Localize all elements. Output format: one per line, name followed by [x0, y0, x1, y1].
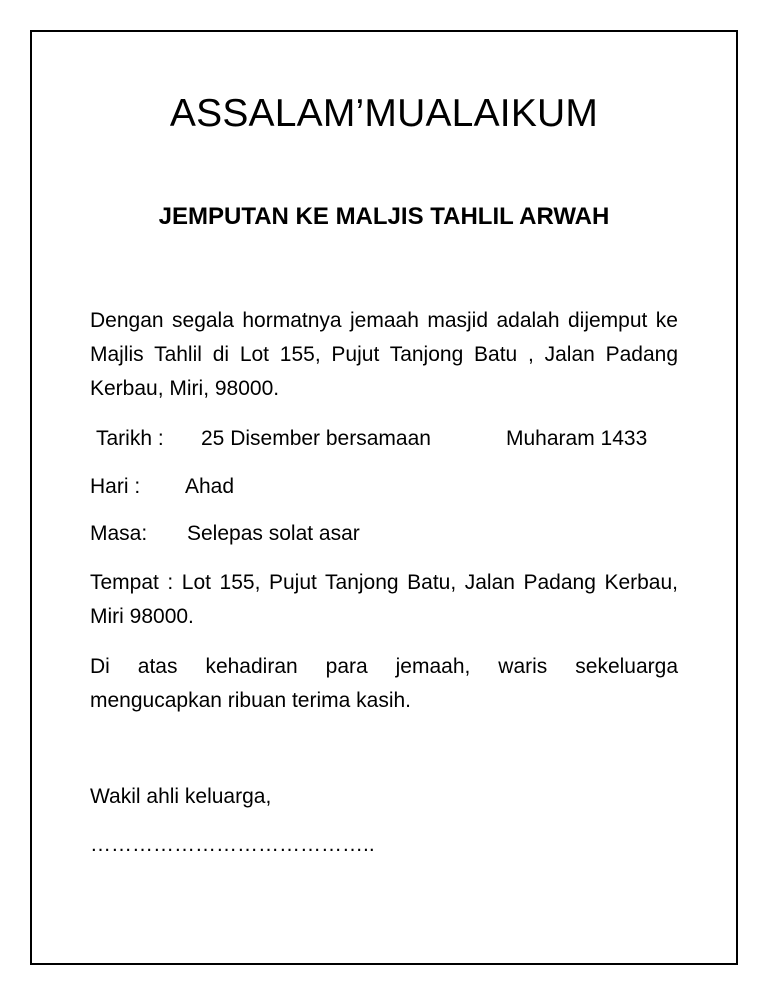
- intro-paragraph: Dengan segala hormatnya jemaah masjid adalah dijemput ke Majlis Tahlil di Lot 155, Pujut Tanjong Batu , Jalan Padang Kerbau, Miri, 98000.: [90, 309, 678, 400]
- tempat-paragraph: Tempat : Lot 155, Pujut Tanjong Batu, Jalan Padang Kerbau, Miri 98000.: [90, 571, 678, 628]
- masa-label: Masa:: [90, 522, 148, 545]
- invitation-title: JEMPUTAN KE MALJIS TAHLIL ARWAH: [158, 203, 610, 230]
- tarikh-row: [90, 422, 678, 456]
- tarikh-label: Tarikh :: [96, 427, 164, 450]
- hari-label: Hari :: [90, 475, 141, 498]
- hari-row: [90, 470, 678, 504]
- tarikh-value: 25 Disember bersamaan: [201, 427, 431, 450]
- signature-label: Wakil ahli keluarga,: [90, 785, 272, 808]
- masa-value: Selepas solat asar: [187, 522, 360, 545]
- masa-row: [90, 517, 678, 551]
- tarikh-hijri: Muharam 1433: [506, 427, 648, 450]
- hari-value: Ahad: [185, 475, 235, 498]
- greeting-heading: ASSALAM’MUALAIKUM: [169, 92, 599, 135]
- signature-line: …………………………………..: [90, 833, 375, 856]
- closing-paragraph: Di atas kehadiran para jemaah, waris sekeluarga mengucapkan ribuan terima kasih.: [90, 655, 678, 712]
